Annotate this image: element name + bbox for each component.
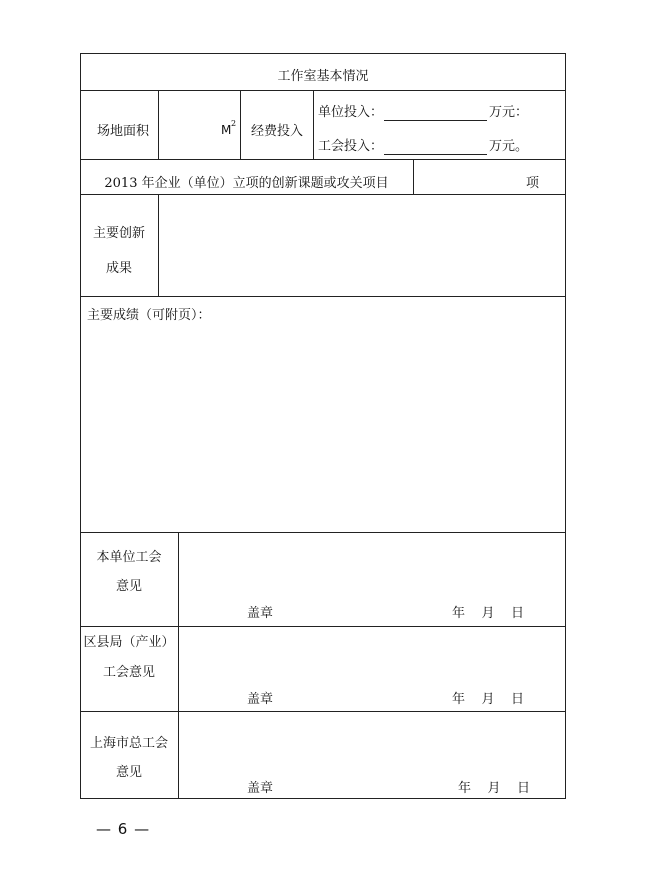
row-divider xyxy=(80,532,566,533)
opinion-label: 上海市总工会 xyxy=(89,736,168,751)
opinion-label: 意见 xyxy=(115,765,142,780)
union-invest-suffix: 万元。 xyxy=(489,139,529,154)
union-invest-field[interactable] xyxy=(384,154,487,155)
innovation-label: 主要创新 xyxy=(92,226,145,241)
row-divider xyxy=(80,159,566,160)
union-invest-label: 工会投入： xyxy=(318,139,384,154)
unit-invest-field[interactable] xyxy=(384,120,487,121)
project-label: 2013 年企业（单位）立项的创新课题或攻关项目 xyxy=(104,176,389,191)
stamp-label: 盖章 xyxy=(247,692,274,707)
unit-invest-label: 单位投入： xyxy=(318,105,384,120)
stamp-label: 盖章 xyxy=(247,606,274,621)
area-unit-superscript: 2 xyxy=(231,119,237,128)
col-divider xyxy=(178,532,179,799)
date-label: 年 月 日 xyxy=(458,781,531,796)
row-divider xyxy=(80,296,566,297)
col-divider xyxy=(313,90,314,159)
date-label: 年 月 日 xyxy=(452,692,525,707)
funding-label: 经费投入 xyxy=(251,124,304,139)
col-divider xyxy=(240,90,241,159)
section-title: 工作室基本情况 xyxy=(277,69,369,84)
project-unit: 项 xyxy=(526,176,540,191)
opinion-label: 工会意见 xyxy=(102,665,155,680)
col-divider xyxy=(413,159,414,194)
page-number: — 6 — xyxy=(96,820,151,838)
row-divider xyxy=(80,194,566,195)
opinion-label: 区县局（产业） xyxy=(83,635,175,650)
row-divider xyxy=(80,90,566,91)
form-table xyxy=(80,53,566,799)
achievements-label: 主要成绩（可附页）： xyxy=(87,308,211,323)
unit-invest-suffix: 万元： xyxy=(489,105,529,120)
innovation-label-2: 成果 xyxy=(105,261,132,276)
area-unit: M xyxy=(221,123,232,137)
date-label: 年 月 日 xyxy=(452,606,525,621)
col-divider xyxy=(158,90,159,159)
area-label: 场地面积 xyxy=(97,124,150,139)
row-divider xyxy=(80,711,566,712)
col-divider xyxy=(158,194,159,296)
stamp-label: 盖章 xyxy=(247,781,274,796)
opinion-label: 本单位工会 xyxy=(96,550,162,565)
opinion-label: 意见 xyxy=(115,579,142,594)
row-divider xyxy=(80,626,566,627)
